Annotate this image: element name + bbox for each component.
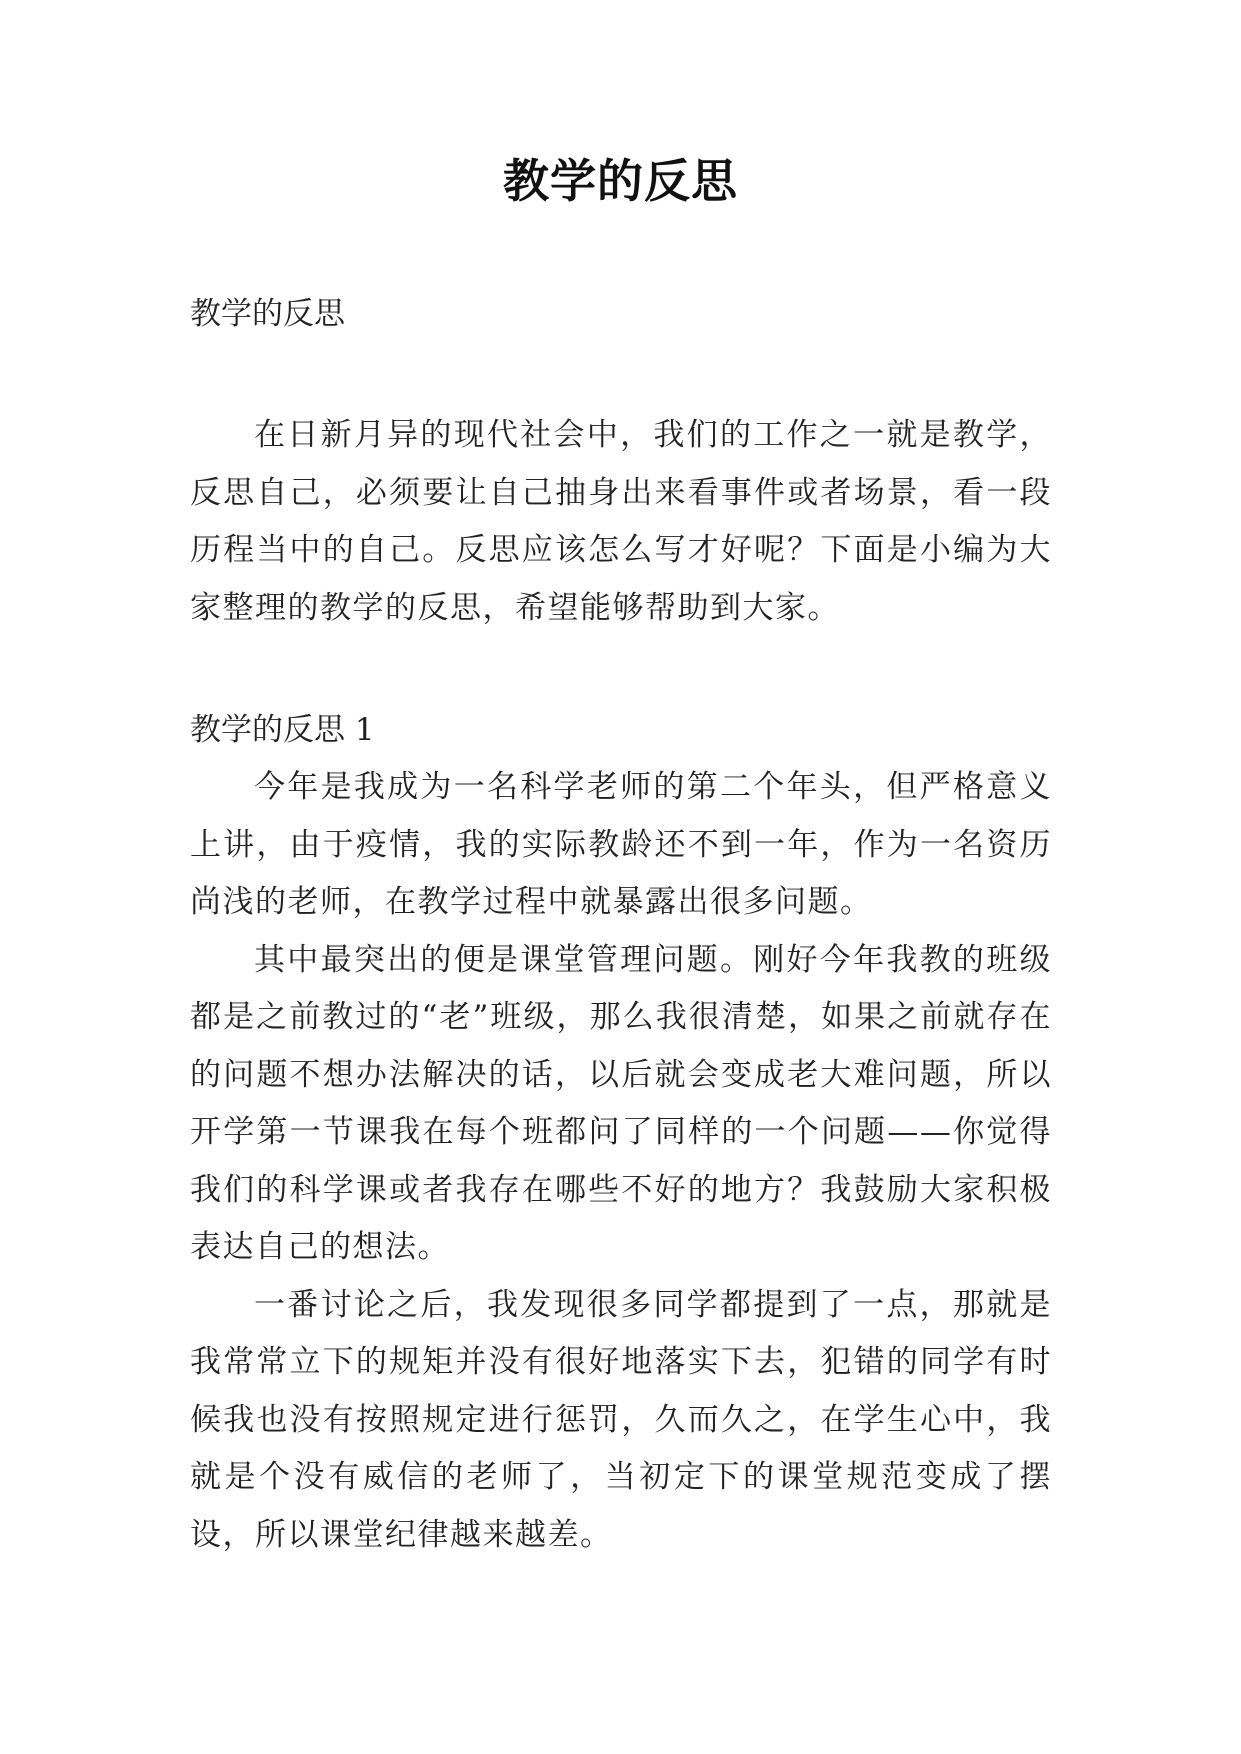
spacer (190, 343, 1052, 407)
document-subtitle: 教学的反思 (190, 296, 345, 332)
body-paragraph: 今年是我成为一名科学老师的第二个年头，但严格意义上讲，由于疫情，我的实际教龄还不到一年，作为一名资历尚浅的老师，在教学过程中就暴露出很多问题。 (190, 769, 1052, 920)
body-paragraph: 其中最突出的便是课堂管理问题。刚好今年我教的班级都是之前教过的“老”班级，那么我很清楚，如果之前就存在的问题不想办法解决的话，以后就会变成老大难问题，所以开学第一节课我在每个班都问了同样的一个问题——你觉得我们的科学课或者我存在哪些不好的地方？我鼓励大家积极表达自己的想法。 (190, 941, 1052, 1265)
body-paragraph: 一番讨论之后，我发现很多同学都提到了一点，那就是我常常立下的规矩并没有很好地落实下去，犯错的同学有时候我也没有按照规定进行惩罚，久而久之，在学生心中，我就是个没有威信的老师了，当初定下的课堂规范变成了摆设，所以课堂纪律越来越差。 (190, 1286, 1052, 1553)
spacer (190, 637, 1052, 701)
section-heading: 教学的反思 1 (190, 712, 375, 748)
document-title: 教学的反思 (503, 154, 738, 208)
intro-paragraph: 在日新月异的现代社会中，我们的工作之一就是教学，反思自己，必须要让自己抽身出来看事件或者场景，看一段历程当中的自己。反思应该怎么写才好呢？下面是小编为大家整理的教学的反思，希望能够帮助到大家。 (190, 417, 1052, 626)
document-body (190, 285, 1052, 1564)
